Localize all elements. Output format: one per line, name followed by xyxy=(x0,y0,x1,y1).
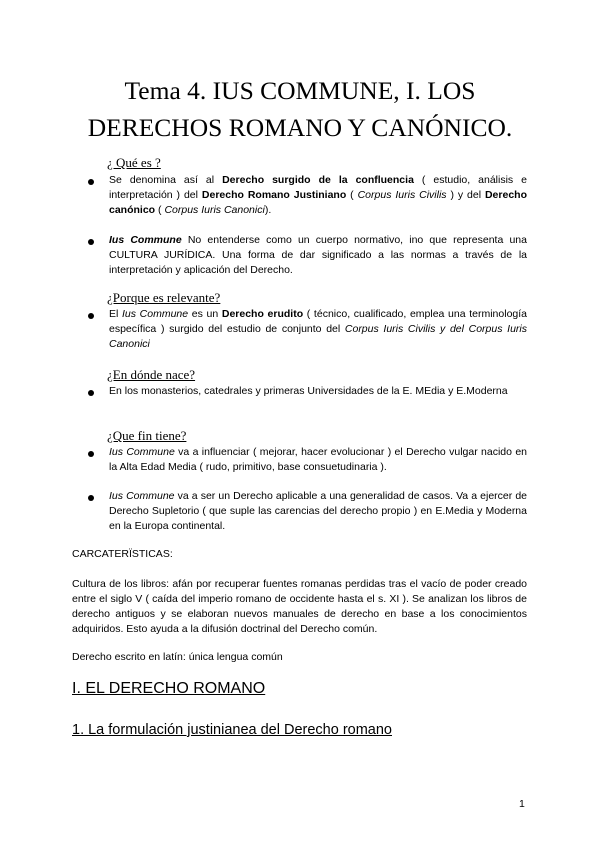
section-heading-que-es: ¿ Qué es ? xyxy=(107,155,161,170)
bullet-fin-2: Ius Commune va a ser un Derecho aplicable a una generalidad de casos. Va a ejercer de Derecho Supletorio ( que suple las carencias del derecho propio ) en E.Media y Moderna en la Europa continental. xyxy=(109,490,528,532)
bullet-dot xyxy=(88,390,94,396)
bullet-dot xyxy=(88,451,94,457)
section-heading-relevante: ¿Porque es relevante? xyxy=(107,290,221,305)
caracteristicas-paragraph-2: Derecho escrito en latín: única lengua común xyxy=(72,651,283,663)
title-line-1: Tema 4. IUS COMMUNE, I. LOS xyxy=(124,76,476,105)
bullet-dot xyxy=(88,239,94,245)
section-heading-nace: ¿En dónde nace? xyxy=(107,367,196,382)
bullet-relevante-1: El Ius Commune es un Derecho erudito ( técnico, cualificado, emplea una terminología específica ) surgido del estudio de conjunto del Corpus Iuris Civilis y del Corpus Iuris Canonici xyxy=(109,308,528,350)
title-line-2: DERECHOS ROMANO Y CANÓNICO. xyxy=(87,113,513,142)
page-number: 1 xyxy=(519,798,525,810)
subheading-formulacion-justinianea: 1. La formulación justinianea del Derecho romano xyxy=(72,722,392,738)
bullet-dot xyxy=(88,495,94,501)
bullet-dot xyxy=(88,179,94,185)
document-title xyxy=(40,72,560,146)
caracteristicas-label: CARCATERÏSTICAS: xyxy=(72,548,173,560)
bullet-que-es-2: Ius Commune No entenderse como un cuerpo normativo, ino que representa una CULTURA JURÍDICA. Una forma de dar significado a las normas a través de la interpretación y aplicación del Derecho. xyxy=(109,234,527,276)
bullet-que-es-1: Se denomina así al Derecho surgido de la confluencia ( estudio, análisis e interpretación ) del Derecho Romano Justiniano ( Corpus Iuris Civilis ) y del Derecho canónico ( Corpus Iuris Canonici). xyxy=(109,174,527,216)
bullet-dot xyxy=(88,313,94,319)
heading-derecho-romano: I. EL DERECHO ROMANO xyxy=(72,680,266,697)
bullet-fin-1: Ius Commune va a influenciar ( mejorar, hacer evolucionar ) el Derecho vulgar nacido en la Alta Edad Media ( rudo, primitivo, base consuetudinaria ). xyxy=(109,446,528,473)
bullet-nace-1: En los monasterios, catedrales y primeras Universidades de la E. MEdia y E.Moderna xyxy=(109,385,508,397)
caracteristicas-paragraph-1: Cultura de los libros: afán por recuperar fuentes romanas perdidas tras el vacío de poder creado entre el siglo V ( caída del imperio romano de occidente hasta el s. XI ). Se analizan los libros de derecho antiguos y se elaboran nuevos manuales de derecho en base a los conocimientos adquiridos. Esto ayuda a la difusión doctrinal del Derecho común. xyxy=(72,578,527,635)
section-heading-fin: ¿Que fin tiene? xyxy=(107,428,187,443)
